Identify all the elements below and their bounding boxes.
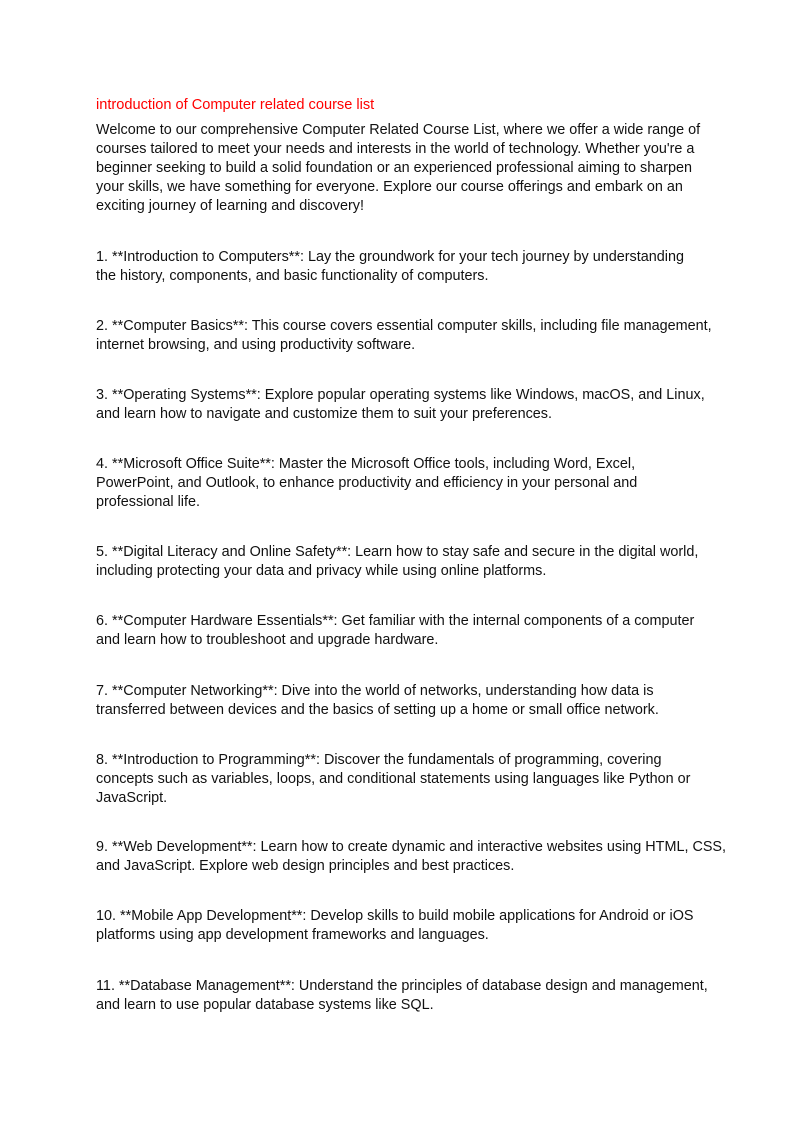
course-item-11: [96, 977, 708, 1015]
course-item-3: [96, 386, 708, 424]
course-line: 8. **Introduction to Programming**: Discover the fundamentals of programming, covering: [96, 752, 662, 768]
course-line: 10. **Mobile App Development**: Develop skills to build mobile applications for Android or iOS: [96, 908, 694, 924]
course-item-7: [96, 682, 708, 720]
course-line: and learn to use popular database systems like SQL.: [96, 997, 434, 1013]
intro-line: beginner seeking to build a solid foundation or an experienced professional aiming to sharpen: [96, 160, 693, 176]
course-item-1: [96, 248, 708, 286]
intro-line: your skills, we have something for everyone. Explore our course offerings and embark on an: [96, 179, 683, 195]
intro-paragraph: [96, 121, 708, 216]
course-item-8: [96, 751, 708, 808]
course-item-5: [96, 543, 708, 581]
course-item-6: [96, 612, 708, 650]
course-line: internet browsing, and using productivity software.: [96, 337, 416, 353]
course-line: transferred between devices and the basics of setting up a home or small office network.: [96, 702, 659, 718]
course-line: and JavaScript. Explore web design principles and best practices.: [96, 858, 515, 874]
course-line: 1. **Introduction to Computers**: Lay the groundwork for your tech journey by understanding: [96, 249, 684, 265]
course-line: 11. **Database Management**: Understand the principles of database design and management,: [96, 978, 708, 994]
course-line: 9. **Web Development**: Learn how to create dynamic and interactive websites using HTML, CSS,: [96, 839, 727, 855]
intro-line: courses tailored to meet your needs and interests in the world of technology. Whether you're a: [96, 141, 695, 157]
course-line: the history, components, and basic functionality of computers.: [96, 268, 489, 284]
course-line: and learn how to navigate and customize them to suit your preferences.: [96, 406, 552, 422]
course-line: 2. **Computer Basics**: This course covers essential computer skills, including file management,: [96, 318, 712, 334]
intro-line: Welcome to our comprehensive Computer Related Course List, where we offer a wide range of: [96, 122, 701, 138]
course-line: PowerPoint, and Outlook, to enhance productivity and efficiency in your personal and: [96, 475, 638, 491]
course-item-2: [96, 317, 712, 355]
course-line: professional life.: [96, 494, 200, 510]
intro-line: exciting journey of learning and discovery!: [96, 198, 364, 214]
course-line: 7. **Computer Networking**: Dive into the world of networks, understanding how data is: [96, 683, 654, 699]
course-line: 5. **Digital Literacy and Online Safety**: Learn how to stay safe and secure in the digital world,: [96, 544, 699, 560]
course-item-9: [96, 838, 727, 876]
course-line: concepts such as variables, loops, and conditional statements using languages like Python or: [96, 771, 691, 787]
course-line: 3. **Operating Systems**: Explore popular operating systems like Windows, macOS, and Linux,: [96, 387, 705, 403]
course-line: 6. **Computer Hardware Essentials**: Get familiar with the internal components of a computer: [96, 613, 695, 629]
course-line: JavaScript.: [96, 790, 168, 806]
page-title: introduction of Computer related course list: [96, 97, 375, 113]
course-item-4: [96, 455, 708, 512]
course-item-10: [96, 907, 708, 945]
course-line: including protecting your data and privacy while using online platforms.: [96, 563, 547, 579]
course-line: 4. **Microsoft Office Suite**: Master the Microsoft Office tools, including Word, Excel,: [96, 456, 636, 472]
course-line: platforms using app development frameworks and languages.: [96, 927, 489, 943]
course-line: and learn how to troubleshoot and upgrade hardware.: [96, 632, 439, 648]
